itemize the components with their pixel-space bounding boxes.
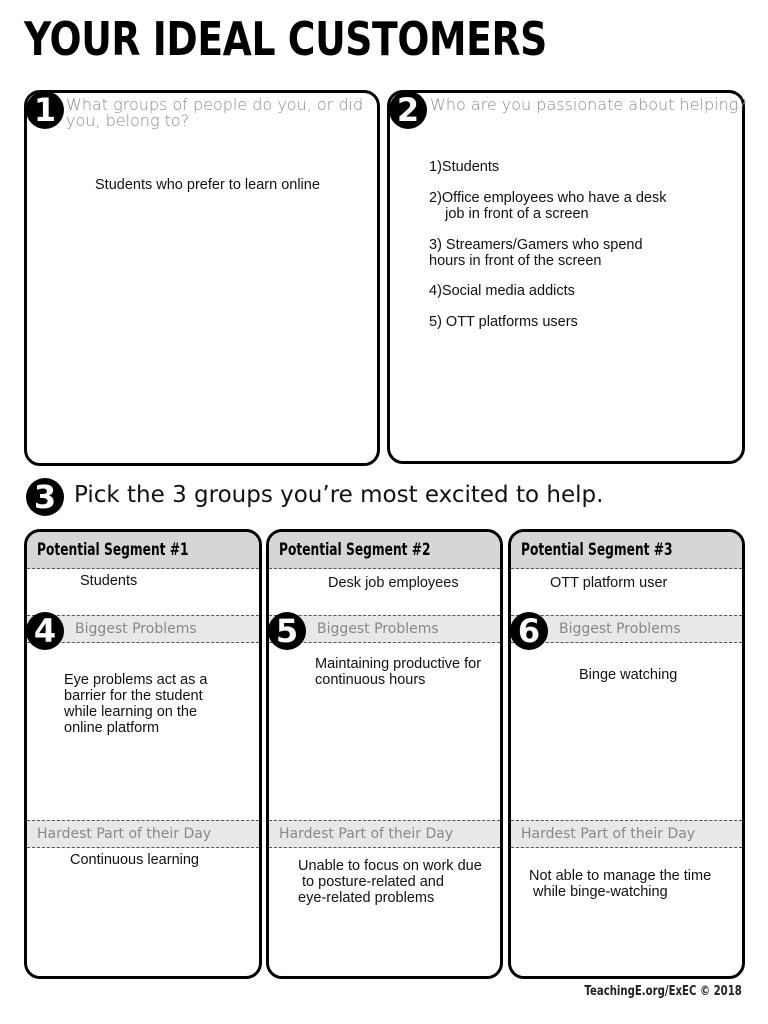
- step-1-badge: 1: [26, 91, 64, 129]
- hardest-text[interactable]: Unable to focus on work due to posture-related and eye-related problems: [298, 858, 482, 906]
- hardest-text[interactable]: Not able to manage the time while binge-watching: [529, 868, 712, 900]
- hardest-band: [269, 820, 500, 848]
- problems-label: Biggest Problems: [75, 621, 197, 637]
- problems-text[interactable]: Maintaining productive for continuous hours: [315, 656, 482, 688]
- passion-box: [387, 90, 745, 464]
- segment-header: [27, 532, 259, 569]
- hardest-band: [27, 820, 259, 848]
- section-3-prompt: Pick the 3 groups you’re most excited to help.: [74, 482, 604, 508]
- answer-2-item: 5) OTT platforms users: [429, 314, 578, 330]
- step-5-badge: 5: [268, 612, 306, 650]
- problems-label: Biggest Problems: [559, 621, 681, 637]
- segment-header: [269, 532, 500, 569]
- footer-credit: TeachingE.org/ExEC © 2018: [584, 984, 742, 999]
- question-1: What groups of people do you, or did you, belong to?: [66, 95, 364, 130]
- segment-card-3: [508, 529, 745, 979]
- hardest-text[interactable]: Continuous learning: [70, 852, 199, 868]
- hardest-label: Hardest Part of their Day: [37, 826, 212, 842]
- answer-2-item: 4)Social media addicts: [429, 283, 575, 299]
- segment-title: Potential Segment #1: [37, 540, 189, 560]
- step-3-badge: 3: [26, 478, 64, 516]
- segment-name[interactable]: OTT platform user: [550, 575, 668, 591]
- segment-card-2: [266, 529, 503, 979]
- answer-2-item: 3) Streamers/Gamers who spend hours in front of the screen: [429, 237, 643, 269]
- step-2-badge: 2: [389, 91, 427, 129]
- segment-name[interactable]: Desk job employees: [328, 575, 459, 591]
- page-title: YOUR IDEAL CUSTOMERS: [24, 12, 547, 66]
- hardest-band: [511, 820, 742, 848]
- segment-title: Potential Segment #3: [521, 540, 673, 560]
- problems-text[interactable]: Binge watching: [579, 667, 678, 683]
- problems-label: Biggest Problems: [317, 621, 439, 637]
- groups-box: [24, 90, 380, 466]
- segment-name[interactable]: Students: [80, 573, 138, 589]
- question-2: Who are you passionate about helping?: [430, 95, 747, 114]
- problems-text[interactable]: Eye problems act as a barrier for the student while learning on the online platform: [64, 672, 208, 736]
- segment-header: [511, 532, 742, 569]
- segment-card-1: [24, 529, 262, 979]
- hardest-label: Hardest Part of their Day: [521, 826, 696, 842]
- answer-2-item: 2)Office employees who have a desk job in front of a screen: [429, 190, 667, 222]
- answer-2-item: 1)Students: [429, 159, 500, 175]
- step-4-badge: 4: [26, 612, 64, 650]
- hardest-label: Hardest Part of their Day: [279, 826, 454, 842]
- step-6-badge: 6: [510, 612, 548, 650]
- answer-1[interactable]: Students who prefer to learn online: [95, 177, 320, 193]
- segment-title: Potential Segment #2: [279, 540, 431, 560]
